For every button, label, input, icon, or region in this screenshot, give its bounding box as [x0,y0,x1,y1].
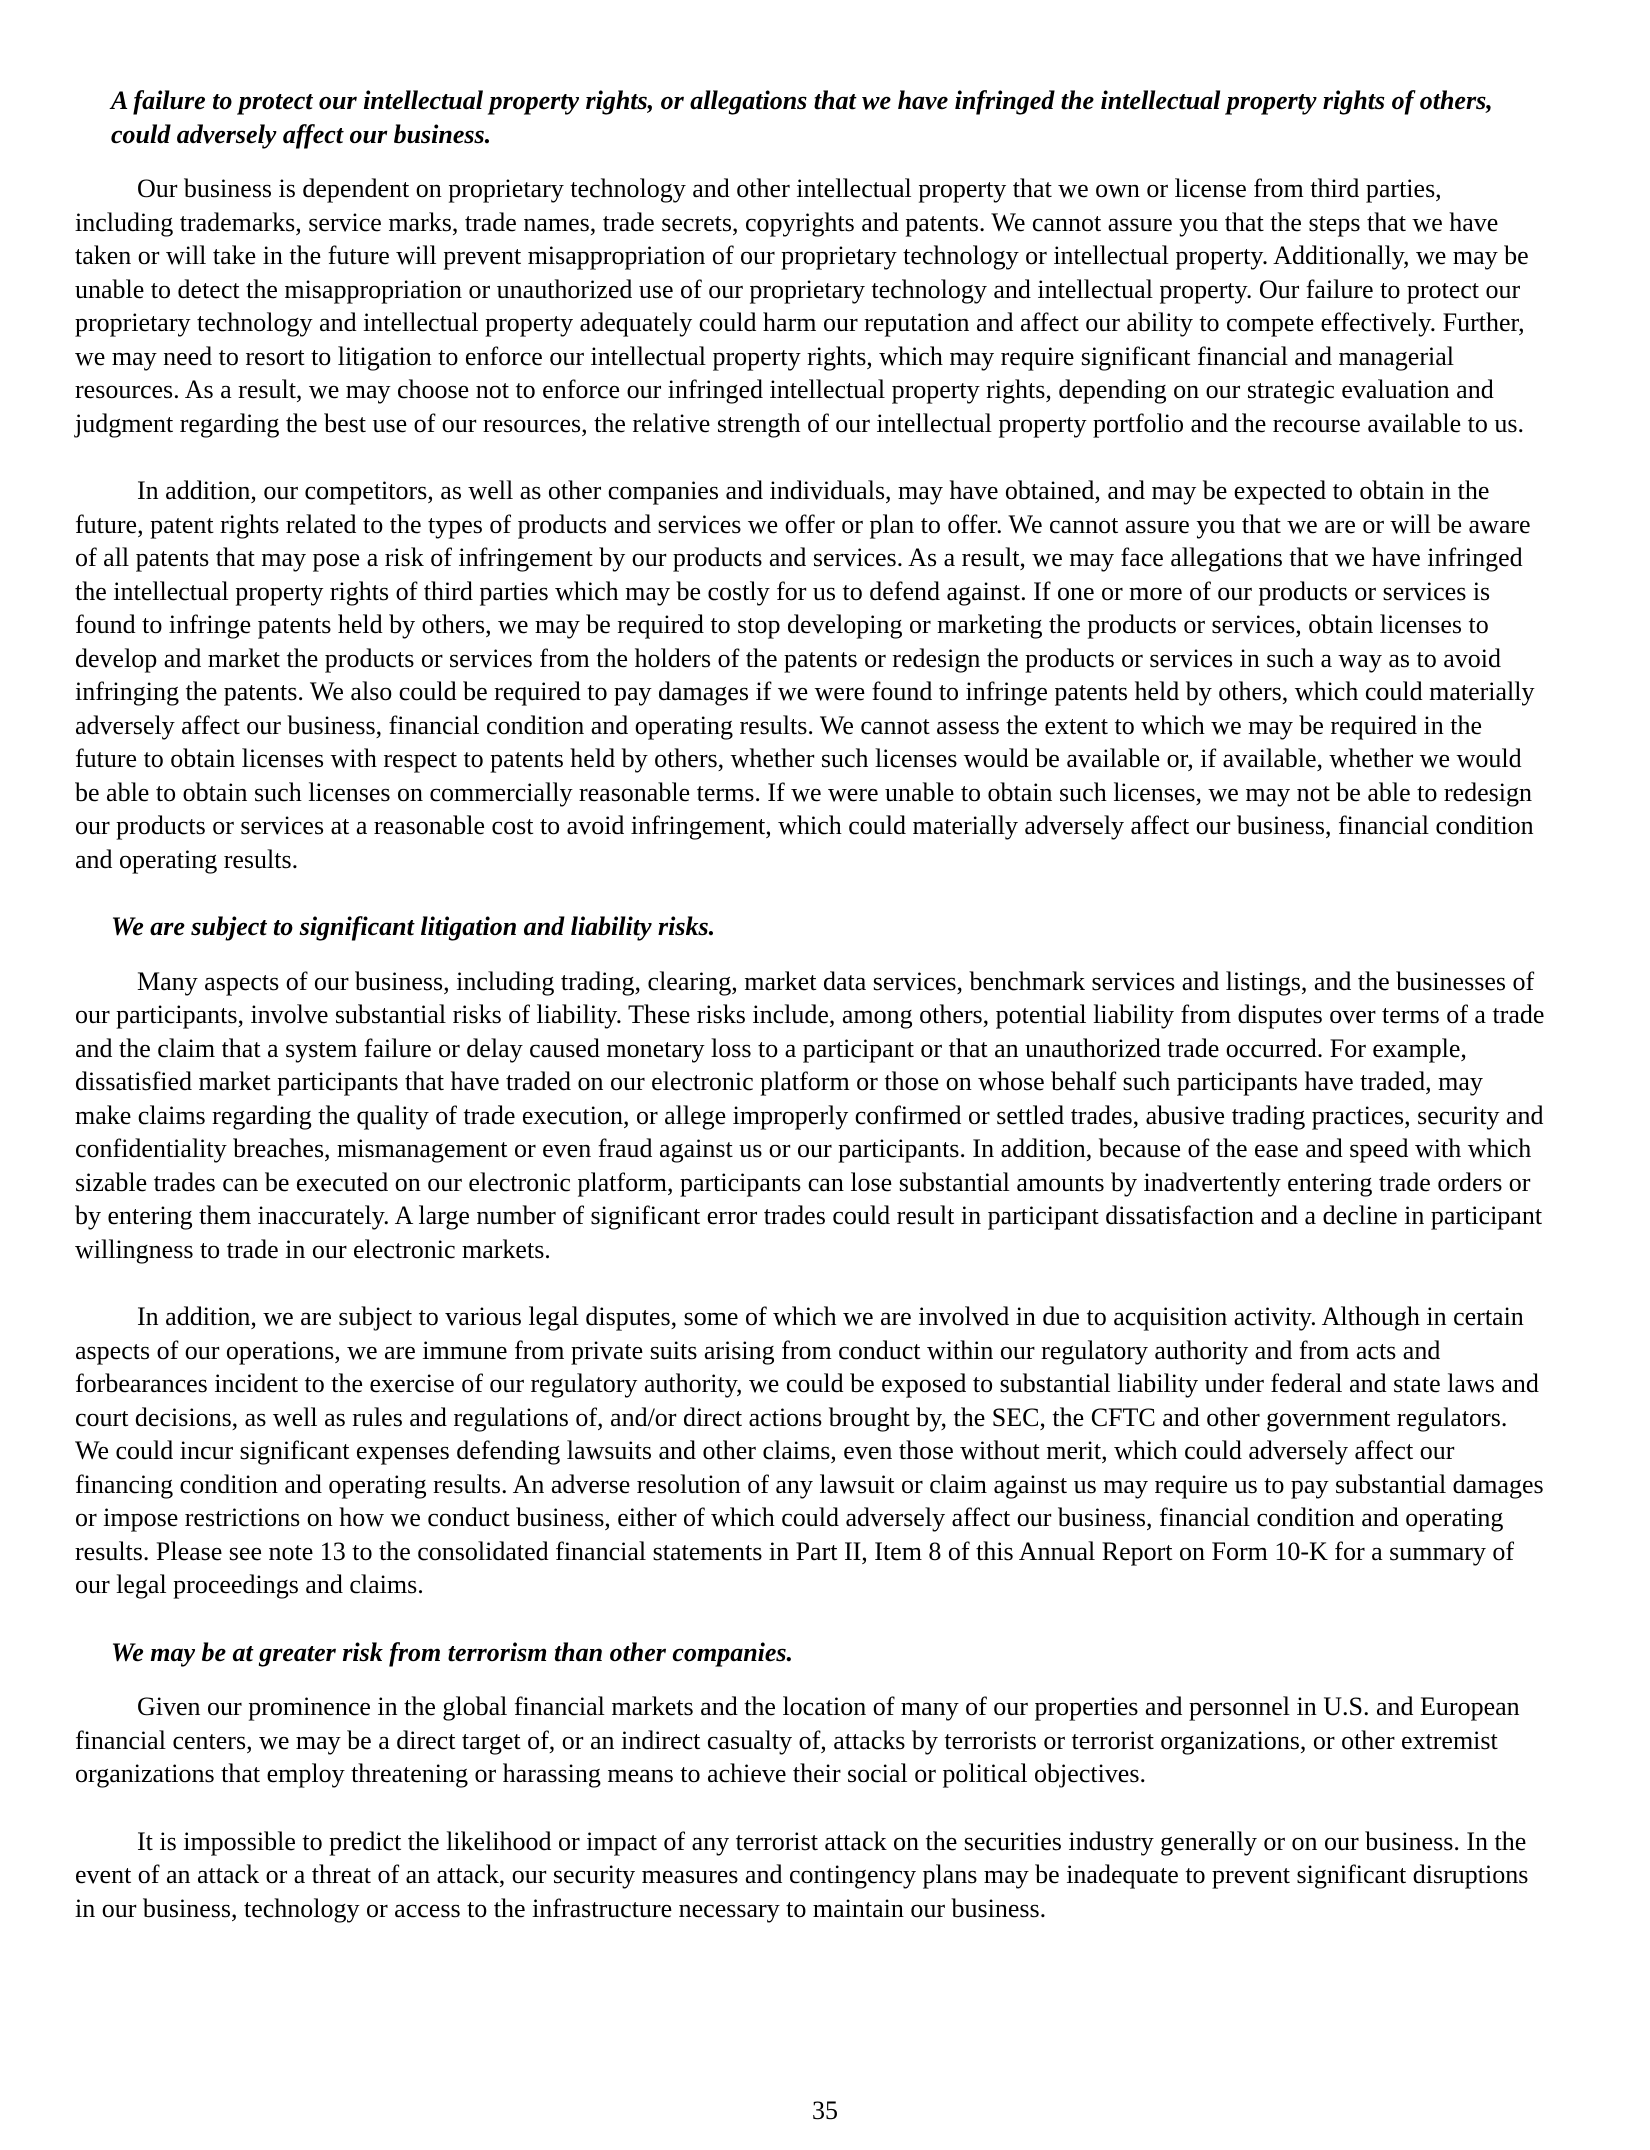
paragraph: Our business is dependent on proprietary technology and other intellectual property that we own or license from third parties, including trademarks, service marks, trade names, trade secrets, copyrights and patents. We cannot assure you that the steps that we have taken or will take in the future will prevent misappropriation of our proprietary technology or intellectual property. Additionally, we may be unable to detect the misappropriation or unauthorized use of our proprietary technology and intellectual property. Our failure to protect our proprietary technology and intellectual property adequately could harm our reputation and affect our ability to compete effectively. Further, we may need to resort to litigation to enforce our intellectual property rights, which may require significant financial and managerial resources. As a result, we may choose not to enforce our infringed intellectual property rights, depending on our strategic evaluation and judgment regarding the best use of our resources, the relative strength of our intellectual property portfolio and the recourse available to us. [75,174,1529,438]
section-ip-risk [75,84,1545,876]
document-page [75,84,1545,1959]
paragraph: In addition, our competitors, as well as other companies and individuals, may have obtained, and may be expected to obtain in the future, patent rights related to the types of products and services we offer or plan to offer. We cannot assure you that we are or will be aware of all patents that may pose a risk of infringement by our products and services. As a result, we may face allegations that we have infringed the intellectual property rights of third parties which may be costly for us to defend against. If one or more of our products or services is found to infringe patents held by others, we may be required to stop developing or marketing the products or services, obtain licenses to develop and market the products or services from the holders of the patents or redesign the products or services in such a way as to avoid infringing the patents. We also could be required to pay damages if we were found to infringe patents held by others, which could materially adversely affect our business, financial condition and operating results. We cannot assess the extent to which we may be required in the future to obtain licenses with respect to patents held by others, whether such licenses would be available or, if available, whether we would be able to obtain such licenses on commercially reasonable terms. If we were unable to obtain such licenses, we may not be able to redesign our products or services at a reasonable cost to avoid infringement, which could materially adversely affect our business, financial condition and operating results. [75,476,1535,874]
section-litigation-risk [75,910,1545,1602]
paragraph: Given our prominence in the global financial markets and the location of many of our properties and personnel in U.S. and European financial centers, we may be a direct target of, or an indirect casualty of, attacks by terrorists or terrorist organizations, or other extremist organizations that employ threatening or harassing means to achieve their social or political objectives. [75,1692,1520,1788]
paragraph: In addition, we are subject to various legal disputes, some of which we are involved in due to acquisition activity. Although in certain aspects of our operations, we are immune from private suits arising from conduct within our regulatory authority and from acts and forbearances incident to the exercise of our regulatory authority, we could be exposed to substantial liability under federal and state laws and court decisions, as well as rules and regulations of, and/or direct actions brought by, the SEC, the CFTC and other government regulators. We could incur significant expenses defending lawsuits and other claims, even those without merit, which could adversely affect our financing condition and operating results. An adverse resolution of any lawsuit or claim against us may require us to pay substantial damages or impose restrictions on how we conduct business, either of which could adversely affect our business, financial condition and operating results. Please see note 13 to the consolidated financial statements in Part II, Item 8 of this Annual Report on Form 10-K for a summary of our legal proceedings and claims. [75,1302,1544,1599]
section-terrorism-risk [75,1636,1545,1926]
paragraph: It is impossible to predict the likelihood or impact of any terrorist attack on the securities industry generally or on our business. In the event of an attack or a threat of an attack, our security measures and contingency plans may be inadequate to prevent significant disruptions in our business, technology or access to the infrastructure necessary to maintain our business. [75,1826,1529,1923]
page-number: 35 [812,2096,838,2125]
paragraph: Many aspects of our business, including trading, clearing, market data services, benchmark services and listings, and the businesses of our participants, involve substantial risks of liability. These risks include, among others, potential liability from disputes over terms of a trade and the claim that a system failure or delay caused monetary loss to a participant or that an unauthorized trade occurred. For example, dissatisfied market participants that have traded on our electronic platform or those on whose behalf such participants have traded, may make claims regarding the quality of trade execution, or allege improperly confirmed or settled trades, abusive trading practices, security and confidentiality breaches, mismanagement or even fraud against us or our participants. In addition, because of the ease and speed with which sizable trades can be executed on our electronic platform, participants can lose substantial amounts by inadvertently entering trade orders or by entering them inaccurately. A large number of significant error trades could result in participant dissatisfaction and a decline in participant willingness to trade in our electronic markets. [75,966,1545,1264]
section-heading: We may be at greater risk from terrorism than other companies. [111,1637,794,1667]
section-heading: A failure to protect our intellectual property rights, or allegations that we have infringed the intellectual property rights of others, could adversely affect our business. [111,86,1493,149]
section-heading: We are subject to significant litigation and liability risks. [111,912,716,941]
